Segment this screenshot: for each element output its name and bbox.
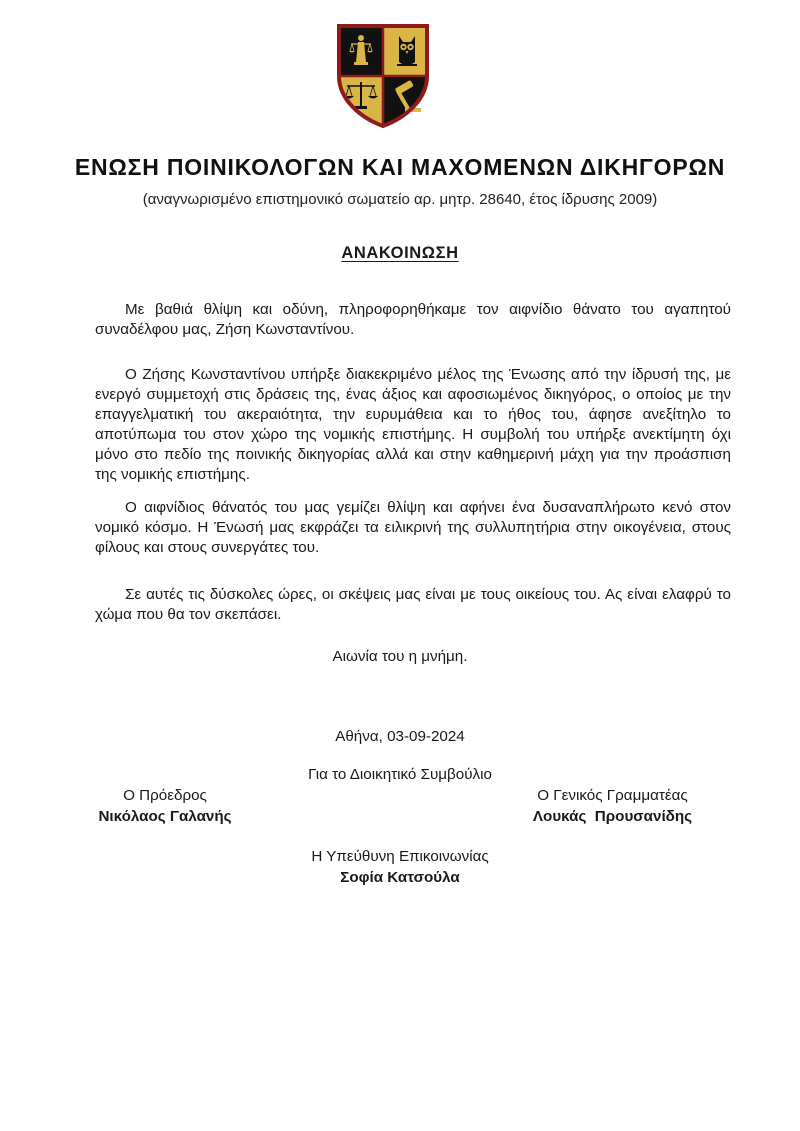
communications-signature [250,846,550,888]
announcement-paragraph [95,300,731,340]
union-crest-icon [333,22,433,130]
organization-subtitle: (αναγνωρισμένο επιστημονικό σωματείο αρ. μητρ. 28640, έτος ίδρυσης 2009) [142,191,658,208]
signatory-role: Ο Πρόεδρος [123,787,207,804]
announcement-paragraph [95,585,731,625]
signatory-name: Νικόλαος Γαλανής [98,808,232,825]
paragraph-text: Με βαθιά θλίψη και οδύνη, πληροφορηθήκαμε τον αιφνίδιο θάνατο του αγαπητού συναδέλφου μας, Ζήση Κωνσταντίνου. [95,301,731,338]
place-date: Αθήνα, 03-09-2024 [335,728,465,745]
president-signature [70,785,260,827]
closing-line: Αιωνία του η μνήμη. [332,648,468,665]
signatory-role: Ο Γενικός Γραμματέας [537,787,688,804]
paragraph-text: Σε αυτές τις δύσκολες ώρες, οι σκέψεις μας είναι με τους οικείους του. Ας είναι ελαφρύ το χώμα που θα τον σκεπάσει. [95,586,731,623]
announcement-title: ΑΝΑΚΟΙΝΩΣΗ [341,244,459,262]
secretary-signature [505,785,720,827]
paragraph-text: Ο Ζήσης Κωνσταντίνου υπήρξε διακεκριμένο μέλος της Ένωσης από την ίδρυσή της, με ενεργό συμμετοχή στις δράσεις της, ένας άξιος και αφοσιωμένος δικηγόρος, ο οποίος με την επαγγελματική του ακεραιότητα, την ευρυμάθεια και το ήθος του, άφησε ανεξίτηλο το αποτύπωμα του στον χώρο της νομικής επιστήμης. Η συμβολή του υπήρξε ανεκτίμητη όχι μόνο στο πεδίο της ποινικής δικηγορίας αλλά και στην καθημερινή μάχη για την προάσπιση της νομικής επιστήμης. [95,366,731,483]
announcement-paragraph [95,365,731,485]
signatory-role: Η Υπεύθυνη Επικοινωνίας [311,848,489,865]
board-line: Για το Διοικητικό Συμβούλιο [308,766,492,783]
announcement-paragraph [95,498,731,558]
organization-name: ΕΝΩΣΗ ΠΟΙΝΙΚΟΛΟΓΩΝ ΚΑΙ ΜΑΧΟΜΕΝΩΝ ΔΙΚΗΓΟΡΩΝ [74,154,726,180]
signatory-name: Σοφία Κατσούλα [340,869,460,886]
signatory-name: Λουκάς Προυσανίδης [532,808,693,825]
paragraph-text: Ο αιφνίδιος θάνατός του μας γεμίζει θλίψη και αφήνει ένα δυσαναπλήρωτο κενό στον νομικό κόσμο. Η Ένωσή μας εκφράζει τα ειλικρινή της συλλυπητήρια στην οικογένεια, στους φίλους και στους συνεργάτες του. [95,499,731,556]
